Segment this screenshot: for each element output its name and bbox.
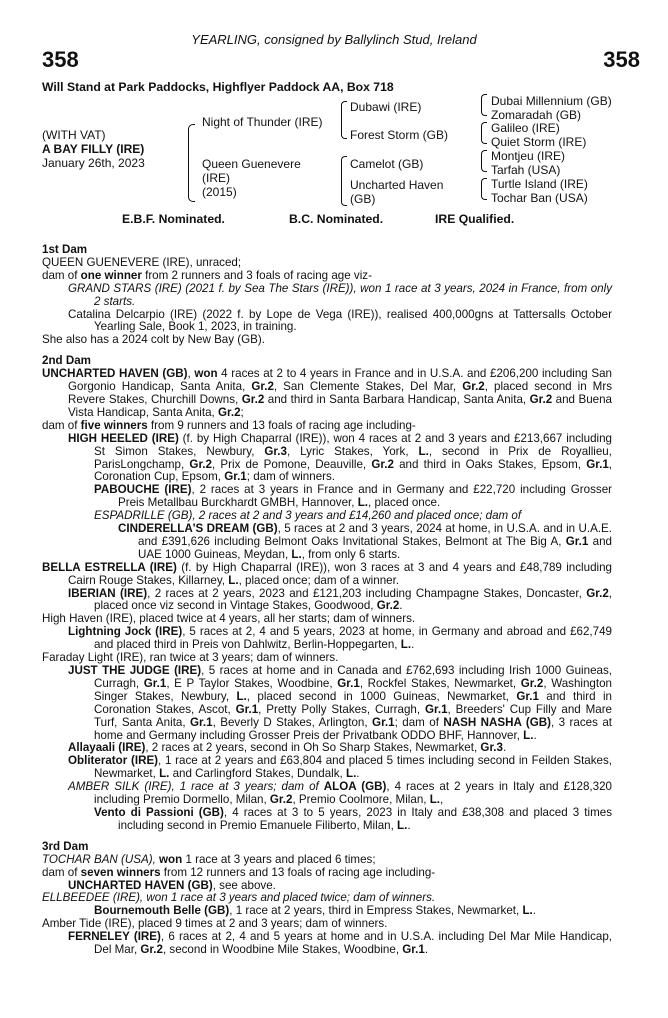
- lot-number-right: 358: [603, 47, 640, 72]
- third-dam-produce-summary: dam of seven winners from 12 runners and 13 foals of racing age including-: [42, 865, 436, 879]
- bc-nomination: B.C. Nominated.: [289, 212, 384, 226]
- produce-just-the-judge: JUST THE JUDGE (IRE), 5 races at home and in Canada and £762,693 including Irish 1000 Guineas, Curragh, Gr.1, E P Taylor Stakes, Woodbine, Gr.1, Rockfel Stakes, Newmarket, Gr.2, Washington Singer Stakes, Newbury, L., placed second in 1000 Guineas, Newmarket, Gr.1 and third in Coronation Stakes, Ascot, Gr.1, Pretty Polly Stakes, Curragh, Gr.1, Breeders' Cup Filly and Mare Turf, Santa Anita, Gr.1, Beverly D Stakes, Arlington, Gr.1; dam of NASH NASHA (GB), 3 races at home and Germany including Grosser Preis der Privatbank ODDO BHF, Hannover, L..: [68, 664, 613, 742]
- pedigree-sss: Dubai Millennium (GB): [491, 94, 612, 108]
- pedigree-dam-dam-line2: (GB): [350, 192, 376, 206]
- produce-uncharted-haven-ref: UNCHARTED HAVEN (GB), see above.: [68, 878, 276, 892]
- pedigree-brace-dd: [481, 178, 487, 200]
- pedigree-dam-dam-line1: Uncharted Haven: [350, 178, 444, 192]
- produce-2024-colt: She also has a 2024 colt by New Bay (GB).: [42, 333, 265, 347]
- horse-name: A BAY FILLY (IRE): [42, 142, 145, 156]
- produce-obliterator: Obliterator (IRE), 1 race at 2 years and £63,804 and placed 5 times including second in Feilden Stakes, Newmarket, L. and Carlingford Stakes, Dundalk, L..: [68, 754, 612, 781]
- produce-amber-tide: Amber Tide (IRE), placed 9 times at 2 and 3 years; dam of winners.: [42, 917, 388, 931]
- produce-vento-di-passioni: Vento di Passioni (GB), 4 races at 3 to 5 years, 2023 in Italy and £38,308 and placed 3 times including second in Premio Emanuele Filiberto, Milan, L..: [94, 805, 612, 832]
- pedigree-brace-ds: [481, 150, 487, 172]
- produce-ferneley: FERNELEY (IRE), 6 races at 2, 4 and 5 years at home and in U.S.A. including Del Mar Mile Handicap, Del Mar, Gr.2, second in Woodbine Mile Stakes, Woodbine, Gr.1.: [68, 930, 612, 957]
- pedigree-ddd: Tochar Ban (USA): [491, 191, 588, 205]
- pedigree-ssd: Zomaradah (GB): [491, 108, 582, 122]
- produce-grand-stars: GRAND STARS (IRE) (2021 f. by Sea The Stars (IRE)), won 1 race at 3 years, 2024 in France, from only 2 starts.: [68, 281, 612, 308]
- consignor-header: YEARLING, consigned by Ballylinch Stud, Ireland: [191, 32, 477, 47]
- produce-high-heeled: HIGH HEELED (IRE) (f. by High Chaparral (IRE)), won 4 races at 2 and 3 years and £213,667 including St Simon Stakes, Newbury, Gr.3, Lyric Stakes, York, L., second in Prix de Royallieu, ParisLongchamp, Gr.2, Prix de Pomone, Deauville, Gr.2 and third in Oaks Stakes, Epsom, Gr.1, Coronation Cup, Epsom, Gr.1; dam of winners.: [68, 431, 612, 484]
- vat-note: (WITH VAT): [42, 128, 106, 142]
- pedigree-dam-sire: Camelot (GB): [350, 157, 424, 171]
- pedigree-sire: Night of Thunder (IRE): [202, 115, 323, 129]
- second-dam-produce-summary: dam of five winners from 9 runners and 13 foals of racing age including-: [42, 418, 416, 432]
- pedigree-sire-sire: Dubawi (IRE): [350, 100, 422, 114]
- pedigree-dam-line3: (2015): [202, 185, 237, 199]
- catalogue-body: [42, 238, 612, 957]
- pedigree-dds: Turtle Island (IRE): [491, 177, 588, 191]
- produce-cinderellas-dream: CINDERELLA'S DREAM (GB), 5 races at 2 and 3 years, 2024 at home, in U.S.A. and in U.A.E. and £391,626 including Belmont Oaks Invitational Stakes, Belmont at The Big A, Gr.1 and UAE 1000 Guineas, Meydan, L., from only 6 starts.: [118, 522, 612, 561]
- pedigree-brace-sd: [481, 122, 487, 144]
- third-dam-heading: 3rd Dam: [42, 839, 89, 853]
- pedigree-sdd: Quiet Storm (IRE): [491, 135, 587, 149]
- produce-high-haven: High Haven (IRE), placed twice at 4 years, all her starts; dam of winners.: [42, 612, 416, 626]
- produce-faraday-light: Faraday Light (IRE), ran twice at 3 years; dam of winners.: [42, 651, 339, 665]
- horse-dob: January 26th, 2023: [42, 156, 145, 170]
- first-dam-line: QUEEN GUENEVERE (IRE), unraced;: [42, 255, 242, 269]
- pedigree-sire-dam: Forest Storm (GB): [350, 128, 449, 142]
- produce-allayaali: Allayaali (IRE), 2 races at 2 years, second in Oh So Sharp Stakes, Newmarket, Gr.3.: [68, 741, 507, 755]
- produce-bournemouth-belle: Bournemouth Belle (GB), 1 race at 2 years, third in Empress Stakes, Newmarket, L..: [94, 904, 536, 918]
- produce-pabouche: PABOUCHE (IRE), 2 races at 3 years in France and in Germany and £22,720 including Grosser Preis Metallbau Burckhardt GMBH, Hannover, L., placed once.: [94, 483, 612, 510]
- produce-lightning-jock: Lightning Jock (IRE), 5 races at 2, 4 and 5 years, 2023 at home, in Germany and abroad and £62,749 and placed third in Preis von Dahlwitz, Berlin-Hoppegarten, L..: [68, 625, 612, 652]
- first-dam-heading: 1st Dam: [42, 243, 88, 256]
- produce-amber-silk: AMBER SILK (IRE), 1 race at 3 years; dam of ALOA (GB), 4 races at 2 years in Italy and £128,320 including Premio Dormello, Milan, Gr.2, Premio Coolmore, Milan, L.,: [68, 780, 612, 807]
- pedigree-brace-dam: [341, 156, 347, 206]
- second-dam-uncharted-haven: UNCHARTED HAVEN (GB), won 4 races at 2 to 4 years in France and in U.S.A. and £206,200 including San Gorgonio Handicap, Santa Anita, Gr.2, San Clemente Stakes, Del Mar, Gr.2, placed second in Mrs Revere Stakes, Churchill Downs, Gr.2 and third in Santa Barbara Handicap, Santa Anita, Gr.2 and Buena Vista Handicap, Santa Anita, Gr.2;: [42, 367, 613, 419]
- produce-espadrille: ESPADRILLE (GB), 2 races at 2 and 3 years and £14,260 and placed once; dam of: [94, 509, 522, 523]
- third-dam-tochar-ban: TOCHAR BAN (USA), won 1 race at 3 years and placed 6 times;: [42, 852, 376, 866]
- pedigree-dam-line1: Queen Guenevere: [202, 157, 301, 171]
- produce-ellbeedee: ELLBEEDEE (IRE), won 1 race at 3 years and placed twice; dam of winners.: [42, 891, 436, 905]
- pedigree-dsd: Tarfah (USA): [491, 163, 561, 177]
- produce-catalina-delcarpio: Catalina Delcarpio (IRE) (2022 f. by Lope de Vega (IRE)), realised 400,000gns at Tattersalls October Yearling Sale, Book 1, 2023, in training.: [68, 307, 612, 334]
- ire-qualified: IRE Qualified.: [435, 212, 515, 226]
- pedigree-dam-line2: (IRE): [202, 171, 230, 185]
- pedigree-brace-ss: [481, 94, 487, 116]
- lot-number-left: 358: [42, 47, 79, 72]
- pedigree-dss: Montjeu (IRE): [491, 149, 566, 163]
- produce-iberian: IBERIAN (IRE), 2 races at 2 years, 2023 and £121,203 including Champagne Stakes, Doncaster, Gr.2, placed once viz second in Vintage Stakes, Goodwood, Gr.2.: [68, 586, 612, 613]
- pedigree-brace-main: [188, 124, 195, 202]
- second-dam-heading: 2nd Dam: [42, 354, 91, 368]
- pedigree-sds: Galileo (IRE): [491, 121, 560, 135]
- produce-bella-estrella: BELLA ESTRELLA (IRE) (f. by High Chaparral (IRE)), won 3 races at 3 and 4 years and £48,789 including Cairn Rouge Stakes, Killarney, L., placed once; dam of a winner.: [42, 560, 612, 587]
- first-dam-produce-summary: dam of one winner from 2 runners and 3 foals of racing age viz-: [42, 268, 372, 282]
- ebf-nomination: E.B.F. Nominated.: [122, 212, 225, 226]
- stand-location: Will Stand at Park Paddocks, Highflyer Paddock AA, Box 718: [42, 80, 394, 94]
- pedigree-brace-sire: [341, 101, 347, 139]
